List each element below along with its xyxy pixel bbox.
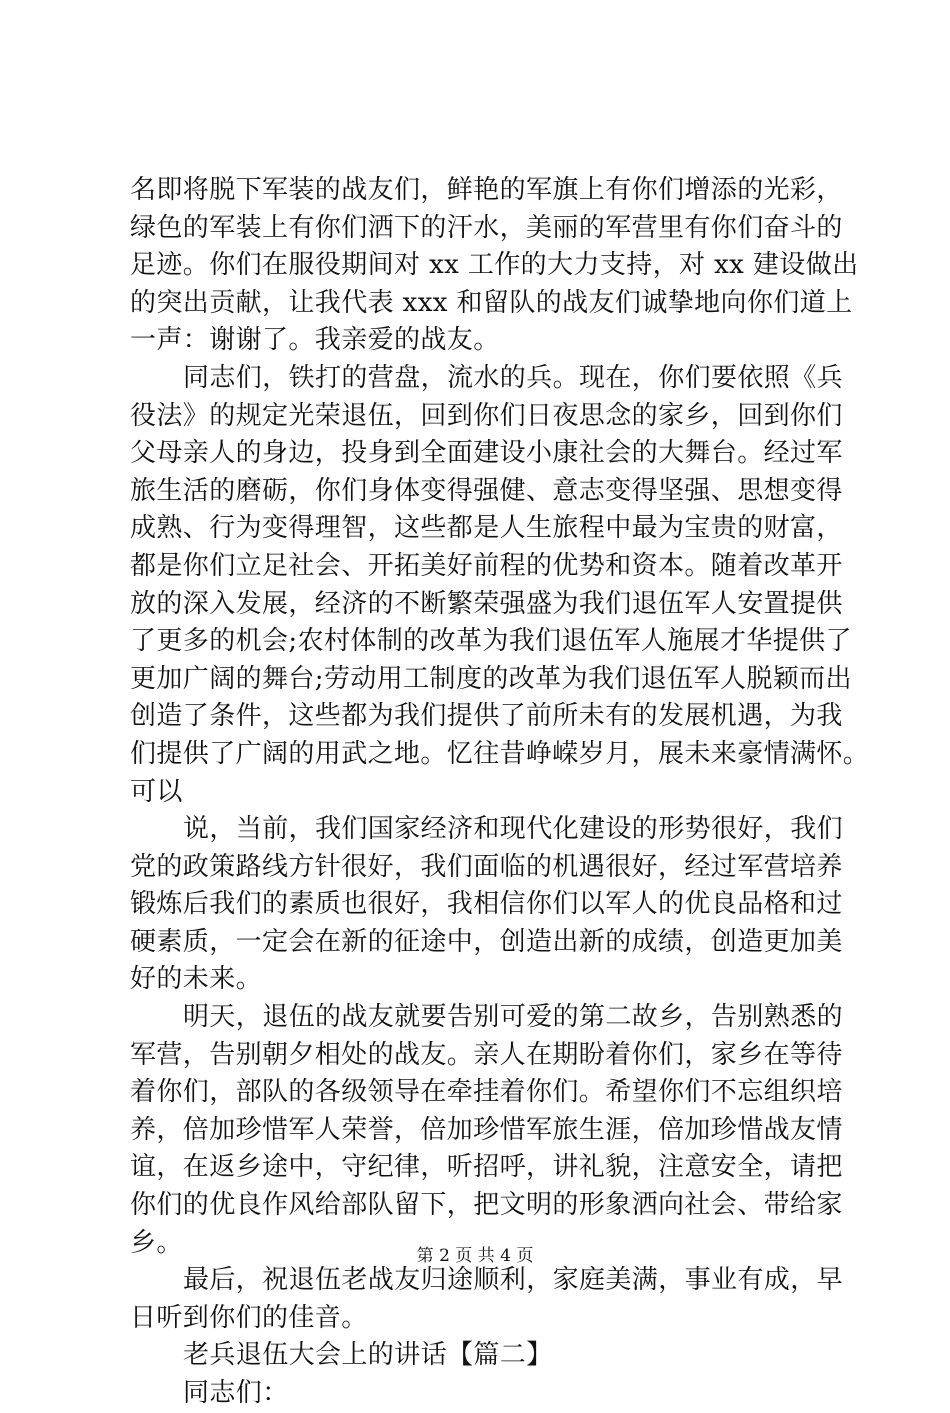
- text-line: 乡。: [130, 1227, 183, 1258]
- text-line: 党的政策路线方针很好，我们面临的机遇很好，经过军营培养: [130, 851, 843, 882]
- text-line: 好的未来。: [130, 964, 263, 995]
- text-line: 谊，在返乡途中，守纪律，听招呼，讲礼貌，注意安全，请把: [130, 1152, 843, 1183]
- text-line: 成熟、行为变得理智，这些都是人生旅程中最为宝贵的财富，: [130, 513, 843, 544]
- text-line: 都是你们立足社会、开拓美好前程的优势和资本。随着改革开: [130, 550, 843, 581]
- text-line: 们提供了广阔的用武之地。忆往昔峥嵘岁月，展未来豪情满怀。: [130, 738, 870, 769]
- text-line: 说，当前，我们国家经济和现代化建设的形势很好，我们: [183, 814, 844, 845]
- text-line: 父母亲人的身边，投身到全面建设小康社会的大舞台。经过军: [130, 438, 843, 469]
- text-line: 更加广阔的舞台;劳动用工制度的改革为我们退伍军人脱颖而出: [130, 663, 852, 694]
- text-line: 放的深入发展，经济的不断繁荣强盛为我们退伍军人安置提供: [130, 588, 843, 619]
- text-line: 一声：谢谢了。我亲爱的战友。: [130, 325, 500, 356]
- text-line: 你们的优良作风给部队留下，把文明的形象洒向社会、带给家: [130, 1190, 843, 1221]
- text-line: 旅生活的磨砺，你们身体变得强健、意志变得坚强、思想变得: [130, 475, 843, 506]
- text-line: 着你们，部队的各级领导在牵挂着你们。希望你们不忘组织培: [130, 1077, 843, 1108]
- document-body: [130, 172, 870, 1413]
- page-footer: 第 2 页 共 4 页: [416, 1246, 534, 1266]
- text-line: 同志们，铁打的营盘，流水的兵。现在，你们要依照《兵: [183, 362, 844, 393]
- text-line: 养，倍加珍惜军人荣誉，倍加珍惜军旅生涯，倍加珍惜战友情: [130, 1114, 843, 1145]
- text-line: 足迹。你们在服役期间对 xx 工作的大力支持，对 xx 建设做出: [130, 250, 859, 281]
- text-line: 同志们：: [183, 1378, 289, 1408]
- text-line: 绿色的军装上有你们洒下的汗水，美丽的军营里有你们奋斗的: [130, 212, 843, 243]
- text-line: 老兵退伍大会上的讲话【篇二】: [183, 1340, 553, 1371]
- text-line: 的突出贡献，让我代表 xxx 和留队的战友们诚挚地向你们道上: [130, 287, 853, 318]
- text-line: 役法》的规定光荣退伍，回到你们日夜思念的家乡，回到你们: [130, 400, 843, 431]
- text-line: 最后，祝退伍老战友归途顺利，家庭美满，事业有成，早: [183, 1265, 844, 1296]
- text-line: 锻炼后我们的素质也很好，我相信你们以军人的优良品格和过: [130, 889, 843, 920]
- text-line: 日听到你们的佳音。: [130, 1302, 368, 1333]
- text-line: 创造了条件，这些都为我们提供了前所未有的发展机遇，为我: [130, 701, 843, 732]
- text-line: 可以: [130, 776, 183, 807]
- text-line: 军营，告别朝夕相处的战友。亲人在期盼着你们，家乡在等待: [130, 1039, 843, 1070]
- text-line: 了更多的机会;农村体制的改革为我们退伍军人施展才华提供了: [130, 626, 852, 657]
- text-line: 明天，退伍的战友就要告别可爱的第二故乡，告别熟悉的: [183, 1002, 844, 1033]
- text-line: 硬素质，一定会在新的征途中，创造出新的成绩，创造更加美: [130, 926, 843, 957]
- text-line: 名即将脱下军装的战友们，鲜艳的军旗上有你们增添的光彩，: [130, 175, 843, 205]
